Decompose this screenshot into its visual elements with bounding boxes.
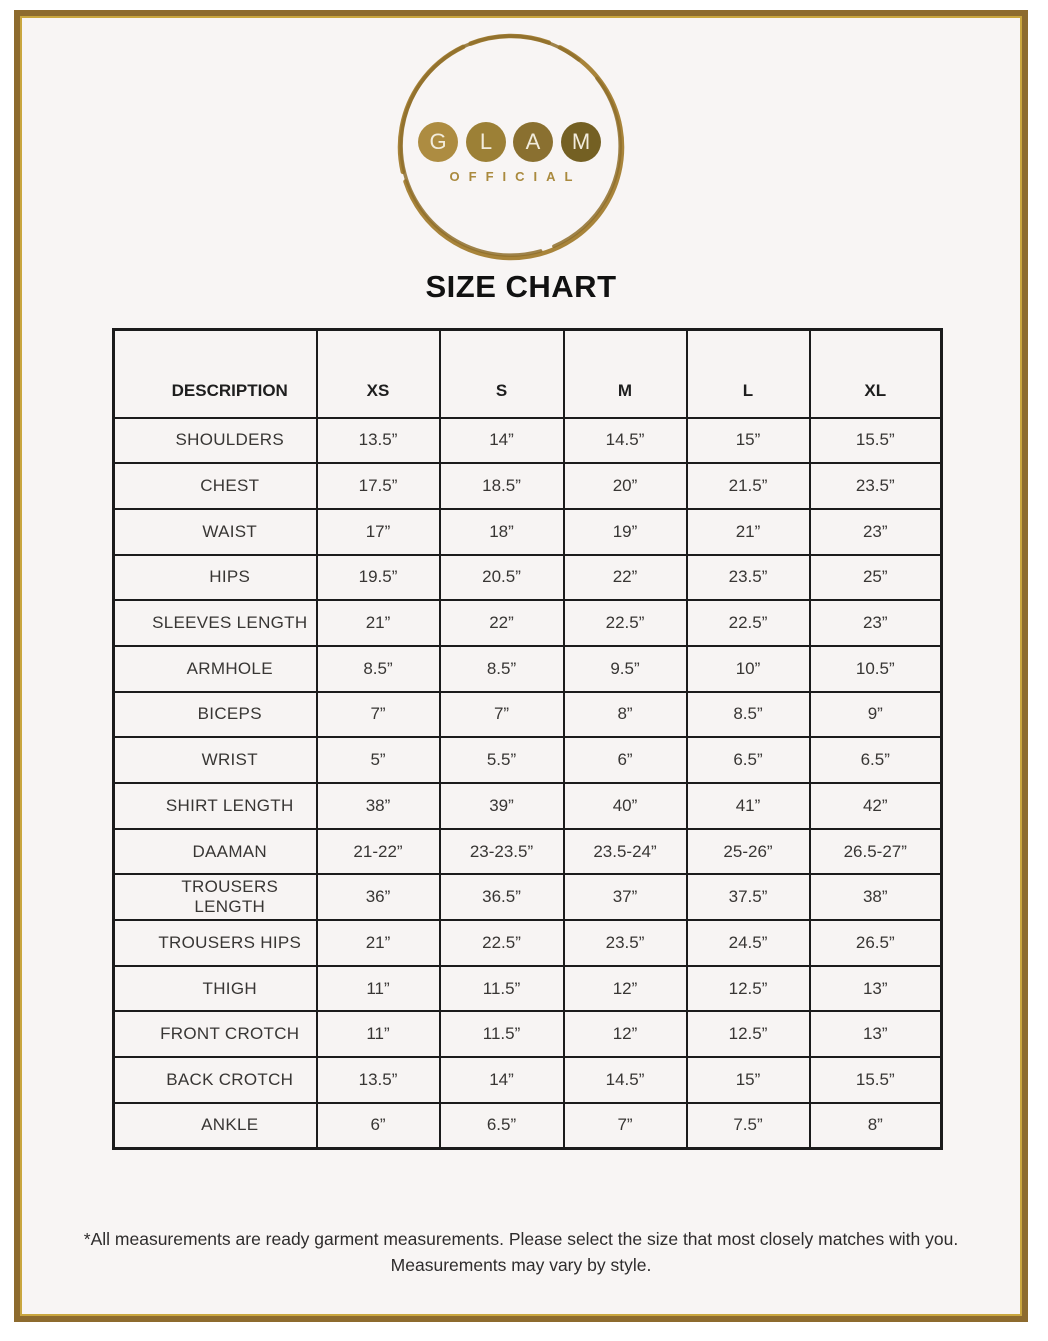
cell-value: 22” (440, 600, 564, 646)
table-row (114, 1103, 942, 1149)
brand-logo (394, 30, 628, 264)
table-row (114, 920, 942, 966)
logo-subtitle: OFFICIAL (449, 169, 582, 184)
cell-value: 23.5” (564, 920, 687, 966)
column-header-s: S (440, 330, 564, 418)
cell-value: 26.5-27” (810, 829, 942, 875)
logo-letter: L (479, 129, 493, 154)
row-label: SHOULDERS (114, 418, 317, 464)
row-label: HIPS (114, 555, 317, 601)
table-row (114, 1011, 942, 1057)
cell-value: 15.5” (810, 1057, 942, 1103)
cell-value: 15” (687, 1057, 810, 1103)
cell-value: 7.5” (687, 1103, 810, 1149)
table-row (114, 463, 942, 509)
table-row (114, 509, 942, 555)
cell-value: 20.5” (440, 555, 564, 601)
cell-value: 13” (810, 966, 942, 1012)
cell-value: 23-23.5” (440, 829, 564, 875)
column-header-description: DESCRIPTION (114, 330, 317, 418)
cell-value: 23.5” (687, 555, 810, 601)
cell-value: 11.5” (440, 1011, 564, 1057)
cell-value: 23.5-24” (564, 829, 687, 875)
row-label: ARMHOLE (114, 646, 317, 692)
cell-value: 6.5” (687, 737, 810, 783)
cell-value: 14.5” (564, 418, 687, 464)
column-header-xl: XL (810, 330, 942, 418)
cell-value: 41” (687, 783, 810, 829)
cell-value: 6” (317, 1103, 440, 1149)
row-label: TROUSERS HIPS (114, 920, 317, 966)
cell-value: 18” (440, 509, 564, 555)
cell-value: 25-26” (687, 829, 810, 875)
logo-letter-circle (561, 122, 601, 162)
table-row (114, 874, 942, 920)
table-row (114, 646, 942, 692)
page-title: SIZE CHART (425, 269, 617, 304)
footnote-line-2: Measurements may vary by style. (390, 1255, 652, 1275)
row-label: FRONT CROTCH (114, 1011, 317, 1057)
gold-frame (14, 10, 1028, 1322)
cell-value: 18.5” (440, 463, 564, 509)
table-row (114, 829, 942, 875)
cell-value: 26.5” (810, 920, 942, 966)
cell-value: 37.5” (687, 874, 810, 920)
cell-value: 11” (317, 1011, 440, 1057)
column-header-m: M (564, 330, 687, 418)
cell-value: 8” (564, 692, 687, 738)
cell-value: 7” (440, 692, 564, 738)
cell-value: 14” (440, 418, 564, 464)
footnote-line-1: *All measurements are ready garment measurements. Please select the size that most closely matches with you. (83, 1229, 959, 1249)
size-chart-table (112, 328, 943, 1150)
table-row (114, 600, 942, 646)
cell-value: 10.5” (810, 646, 942, 692)
cell-value: 12.5” (687, 966, 810, 1012)
row-label: BICEPS (114, 692, 317, 738)
cell-value: 15” (687, 418, 810, 464)
table-row (114, 555, 942, 601)
cell-value: 7” (317, 692, 440, 738)
cell-value: 15.5” (810, 418, 942, 464)
logo-letter: G (429, 129, 447, 154)
row-label: BACK CROTCH (114, 1057, 317, 1103)
cell-value: 5” (317, 737, 440, 783)
cell-value: 8.5” (440, 646, 564, 692)
size-table-body (114, 418, 942, 1149)
column-header-xs: XS (317, 330, 440, 418)
cell-value: 23” (810, 509, 942, 555)
size-chart-table-wrap (112, 328, 940, 1150)
row-label: SLEEVES LENGTH (114, 600, 317, 646)
logo-letter-circle (466, 122, 506, 162)
cell-value: 21” (317, 600, 440, 646)
cell-value: 42” (810, 783, 942, 829)
row-label: SHIRT LENGTH (114, 783, 317, 829)
table-row (114, 966, 942, 1012)
cell-value: 14.5” (564, 1057, 687, 1103)
row-label: WRIST (114, 737, 317, 783)
cell-value: 22” (564, 555, 687, 601)
cell-value: 22.5” (440, 920, 564, 966)
cell-value: 22.5” (687, 600, 810, 646)
cell-value: 20” (564, 463, 687, 509)
cell-value: 36.5” (440, 874, 564, 920)
cell-value: 10” (687, 646, 810, 692)
cell-value: 9” (810, 692, 942, 738)
cell-value: 38” (810, 874, 942, 920)
footnote (20, 1226, 1022, 1278)
cell-value: 13” (810, 1011, 942, 1057)
cell-value: 11” (317, 966, 440, 1012)
cell-value: 6.5” (440, 1103, 564, 1149)
row-label: THIGH (114, 966, 317, 1012)
cell-value: 12” (564, 966, 687, 1012)
table-row (114, 692, 942, 738)
cell-value: 8.5” (687, 692, 810, 738)
cell-value: 11.5” (440, 966, 564, 1012)
header-row (114, 330, 942, 418)
table-row (114, 418, 942, 464)
table-row (114, 783, 942, 829)
cell-value: 21-22” (317, 829, 440, 875)
cell-value: 12.5” (687, 1011, 810, 1057)
logo-letter: M (571, 129, 591, 154)
cell-value: 23.5” (810, 463, 942, 509)
logo-letter: A (525, 129, 541, 154)
logo-letter-circle (418, 122, 458, 162)
row-label: ANKLE (114, 1103, 317, 1149)
cell-value: 12” (564, 1011, 687, 1057)
cell-value: 17.5” (317, 463, 440, 509)
cell-value: 22.5” (564, 600, 687, 646)
cell-value: 19.5” (317, 555, 440, 601)
cell-value: 21” (317, 920, 440, 966)
row-label: CHEST (114, 463, 317, 509)
cell-value: 8.5” (317, 646, 440, 692)
row-label: WAIST (114, 509, 317, 555)
column-header-l: L (687, 330, 810, 418)
logo-letter-circle (513, 122, 553, 162)
table-row (114, 737, 942, 783)
cell-value: 14” (440, 1057, 564, 1103)
cell-value: 5.5” (440, 737, 564, 783)
cell-value: 21.5” (687, 463, 810, 509)
cell-value: 39” (440, 783, 564, 829)
row-label: DAAMAN (114, 829, 317, 875)
cell-value: 6.5” (810, 737, 942, 783)
cell-value: 38” (317, 783, 440, 829)
cell-value: 36” (317, 874, 440, 920)
cell-value: 40” (564, 783, 687, 829)
row-label: TROUSERS LENGTH (114, 874, 317, 920)
cell-value: 6” (564, 737, 687, 783)
cell-value: 13.5” (317, 418, 440, 464)
cell-value: 25” (810, 555, 942, 601)
table-row (114, 1057, 942, 1103)
cell-value: 9.5” (564, 646, 687, 692)
cell-value: 13.5” (317, 1057, 440, 1103)
cell-value: 24.5” (687, 920, 810, 966)
cell-value: 21” (687, 509, 810, 555)
cell-value: 7” (564, 1103, 687, 1149)
cell-value: 23” (810, 600, 942, 646)
cell-value: 37” (564, 874, 687, 920)
cell-value: 17” (317, 509, 440, 555)
cell-value: 19” (564, 509, 687, 555)
cell-value: 8” (810, 1103, 942, 1149)
